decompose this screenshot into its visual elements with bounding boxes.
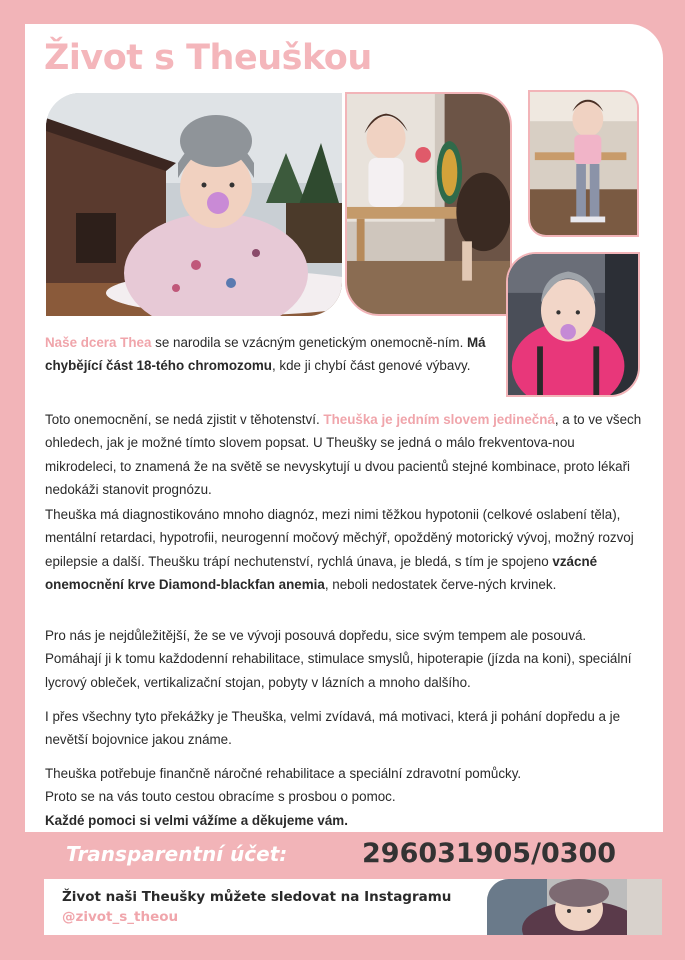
photo-pink-jacket (506, 252, 640, 397)
progress-paragraph (45, 624, 645, 694)
intro-lead: Naše dcera Thea (45, 335, 152, 350)
diagnosis-paragraph (45, 503, 645, 596)
prenatal-text-2: , a to ve všech ohledech, jak je možné tímto slovem popsat. U Theušky se jedná o málo frekventova-nou mikrodeleci, to znamená že na světě se nevyskytují u dvou pacientů stejné kombinace, proto lékaři nedokáži stanovit prognózu. (45, 412, 642, 497)
progress-text: Pro nás je nejdůležitější, že se ve vývoji posouvá dopředu, sice svým tempem ale posouvá. Pomáhají ji k tomu každodenní rehabilitace, stimulace smyslů, hipoterapie (jízda na koni), speciální lycrový obleček, vertikalizační stojan, pobyty v lázních a mnoho dalšího. (45, 628, 632, 690)
account-number: 296031905/0300 (362, 838, 617, 869)
photo-baby-outdoors (46, 93, 342, 316)
page-title: Život s Theuškou (44, 38, 372, 78)
account-label: Transparentní účet: (66, 842, 288, 866)
photo-standing-frame (528, 90, 639, 237)
appeal-line-2: Proto se na vás touto cestou obracíme s prosbou o pomoc. (45, 789, 396, 805)
fighter-text: I přes všechny tyto překážky je Theuška, velmi zvídavá, má motivaci, která ji pohání dopředu a je nevětší bojovnice jakou známe. (45, 709, 621, 748)
instagram-handle[interactable]: @zivot_s_theou (62, 909, 179, 925)
intro-paragraph (45, 331, 497, 378)
intro-bold: Má chybějící část 18-tého chromozomu (45, 335, 486, 374)
appeal-line-1: Theuška potřebuje finančně náročné rehabilitace a speciální zdravotní pomůcky. (45, 766, 522, 781)
photo-baby-hat (487, 879, 662, 935)
appeal-paragraph (45, 762, 645, 832)
prenatal-text-1: Toto onemocnění, se nedá zjistit v těhotenství. (45, 412, 324, 427)
diagnosis-text-1: Theuška má diagnostikováno mnoho diagnóz, mezi nimi těžkou hypotonii (celkové oslabení těla), mentální retardaci, hypotrofii, neurogenní močový měchýř, opožděný motorický vývoj, možný rozvoj epilepsie a další. Theušku trápí nechutenství, rychlá únava, je bledá, s tím je spojeno (45, 507, 634, 569)
prenatal-paragraph (45, 408, 645, 501)
instagram-text: Život naši Theušky můžete sledovat na Instagramu (62, 889, 452, 905)
appeal-line-3: Každé pomoci si velmi vážíme a děkujeme vám. (45, 812, 348, 828)
diagnosis-text-2: , neboli nedostatek červe-ných krvinek. (324, 576, 557, 592)
intro-text-2: , kde ji chybí část genové výbavy. (271, 358, 471, 374)
diagnosis-bold: vzácné onemocnění krve Diamond-blackfan anemia (45, 553, 598, 592)
fighter-paragraph (45, 705, 645, 752)
intro-text-1: se narodila se vzácným genetickým onemocně-ním. (151, 335, 468, 350)
prenatal-highlight: Theuška je jedním slovem jedinečná (323, 412, 555, 427)
photo-therapy-table (345, 92, 512, 316)
